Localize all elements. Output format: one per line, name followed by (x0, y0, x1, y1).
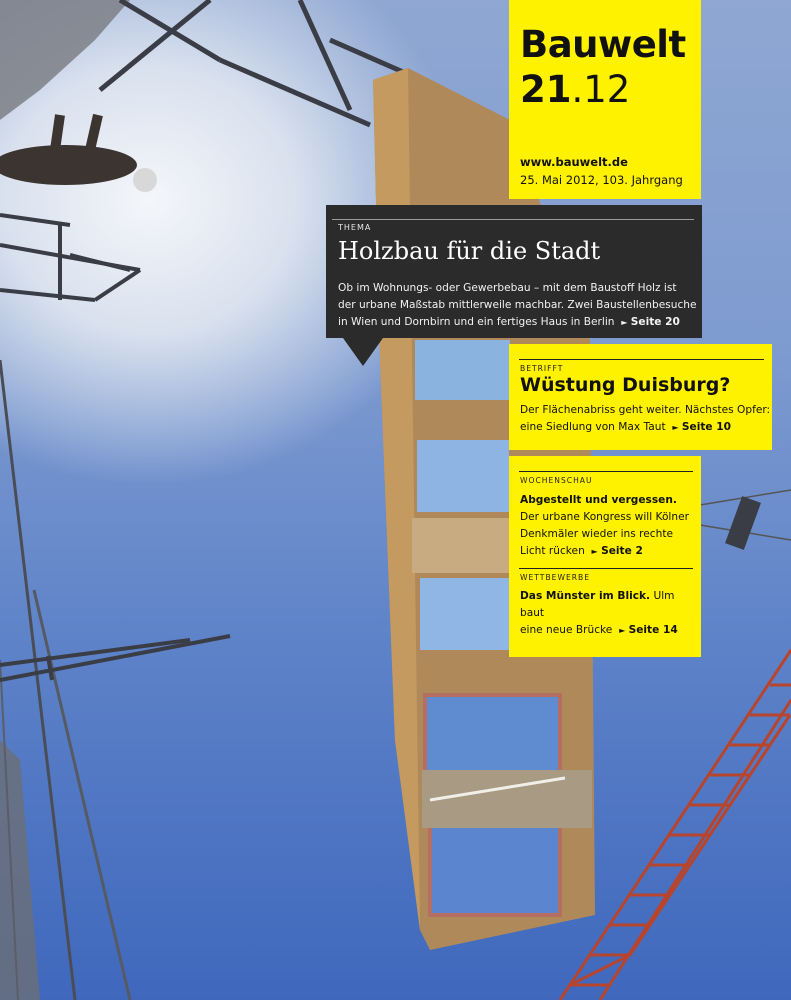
crane-rigging (100, 0, 410, 125)
worker-silhouette (0, 115, 157, 192)
wettbewerbe-teaser[interactable]: Das Münster im Blick. Ulm baut eine neue Brücke ► Seite 14 (520, 590, 678, 636)
divider (519, 568, 693, 569)
speech-bubble-tail (343, 338, 383, 366)
betrifft-headline: Wüstung Duisburg? (520, 374, 731, 396)
betrifft-teaser[interactable] (509, 344, 772, 450)
panel-window (415, 340, 510, 400)
masthead (509, 0, 701, 199)
wettbewerbe-headline: Das Münster im Blick. (520, 590, 651, 602)
crane-jib (560, 650, 791, 1000)
feature-teaser[interactable] (326, 205, 702, 338)
feature-headline: Holzbau für die Stadt (338, 237, 601, 265)
page-reference: Seite 14 (628, 624, 678, 636)
feature-kicker: THEMA (338, 223, 372, 232)
page-reference: Seite 2 (601, 545, 643, 557)
panel-beam (412, 518, 514, 573)
feature-body: Ob im Wohnungs- oder Gewerbebau – mit dem Baustoff Holz ist der urbane Maßstab mittlerweile machbar. Zwei Baustellenbesuche in Wien und Dornbirn und ein fertiges Haus in Berlin ► Seite 20 (338, 282, 697, 328)
magazine-logo: Bauwelt (520, 23, 686, 66)
wettbewerbe-kicker: WETTBEWERBE (520, 573, 591, 582)
divider (332, 219, 694, 220)
crane-hook (700, 490, 791, 550)
page-reference: Seite 10 (681, 421, 732, 433)
page-reference: Seite 20 (630, 316, 680, 328)
divider (519, 471, 693, 472)
website-url[interactable]: www.bauwelt.de (520, 155, 628, 169)
panel-window (425, 695, 560, 780)
news-teasers (509, 456, 701, 657)
building-edge-top (0, 0, 130, 120)
divider (519, 359, 764, 360)
arrow-right-icon: ► (621, 318, 628, 327)
betrifft-kicker: BETRIFFT (520, 364, 564, 373)
issue-date: 25. Mai 2012, 103. Jahrgang (520, 173, 683, 187)
arrow-right-icon: ► (591, 547, 598, 556)
issue-number: 21.12 (520, 68, 631, 111)
panel-window (430, 815, 560, 915)
wochenschau-headline: Abgestellt und vergessen. (520, 494, 677, 506)
arrow-right-icon: ► (672, 423, 679, 432)
panel-window (417, 440, 509, 512)
scaffold-railing-upper (0, 215, 140, 300)
panel-window (420, 578, 512, 650)
wochenschau-teaser[interactable]: Abgestellt und vergessen. Der urbane Kongress will Kölner Denkmäler wieder ins rechte Licht rücken ► Seite 2 (520, 494, 689, 557)
arrow-right-icon: ► (619, 626, 626, 635)
wochenschau-kicker: WOCHENSCHAU (520, 476, 593, 485)
betrifft-body: Der Flächenabriss geht weiter. Nächstes Opfer: eine Siedlung von Max Taut ► Seite 10 (520, 404, 771, 433)
panel-beam (422, 770, 592, 828)
